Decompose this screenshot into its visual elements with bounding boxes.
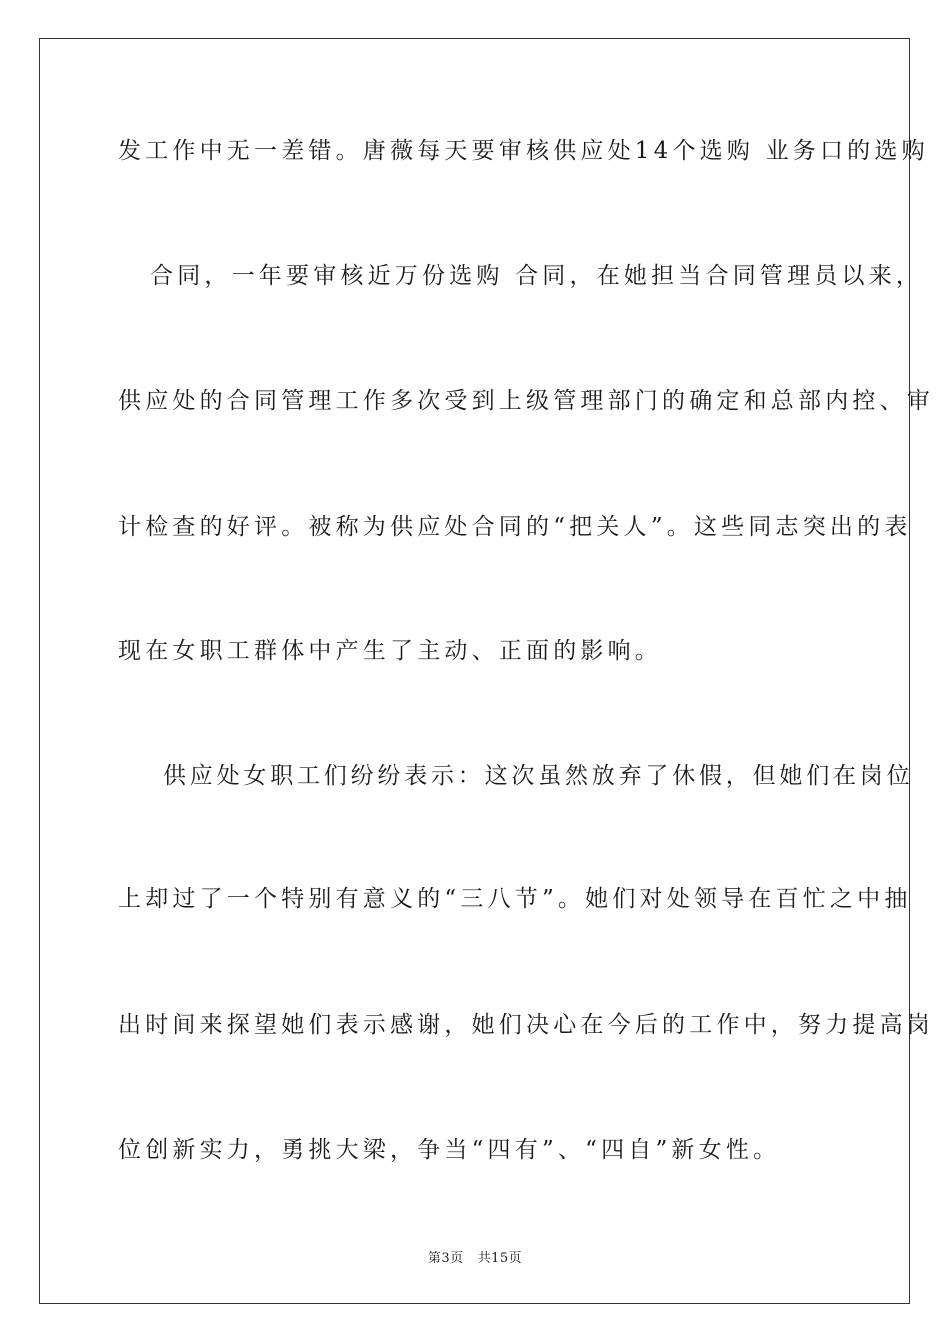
paragraph-line: 合同，一年要审核近万份选购 合同，在她担当合同管理员以来， <box>150 263 924 289</box>
paragraph-line: 计检查的好评。被称为供应处合同的“把关人”。这些同志突出的表 <box>118 514 912 540</box>
paragraph-line: 现在女职工群体中产生了主动、正面的影响。 <box>118 638 662 664</box>
page-border <box>39 38 934 1304</box>
paragraph-line: 供应处女职工们纷纷表示：这次虽然放弃了休假，但她们在岗位 <box>163 763 914 789</box>
paragraph-line: 发工作中无一差错。唐薇每天要审核供应处14个选购 业务口的选购 <box>118 138 929 164</box>
paragraph-line: 位创新实力，勇挑大梁，争当“四有”、“四自”新女性。 <box>118 1137 781 1163</box>
paragraph-line: 供应处的合同管理工作多次受到上级管理部门的确定和总部内控、审 <box>118 388 934 414</box>
page-number: 第3页 <box>427 1251 464 1266</box>
page-footer <box>0 1247 950 1266</box>
paragraph-line: 上却过了一个特别有意义的“三八节”。她们对处领导在百忙之中抽 <box>118 886 912 912</box>
paragraph-line: 出时间来探望她们表示感谢，她们决心在今后的工作中，努力提高岗 <box>118 1012 934 1038</box>
page-total: 共15页 <box>477 1251 523 1266</box>
